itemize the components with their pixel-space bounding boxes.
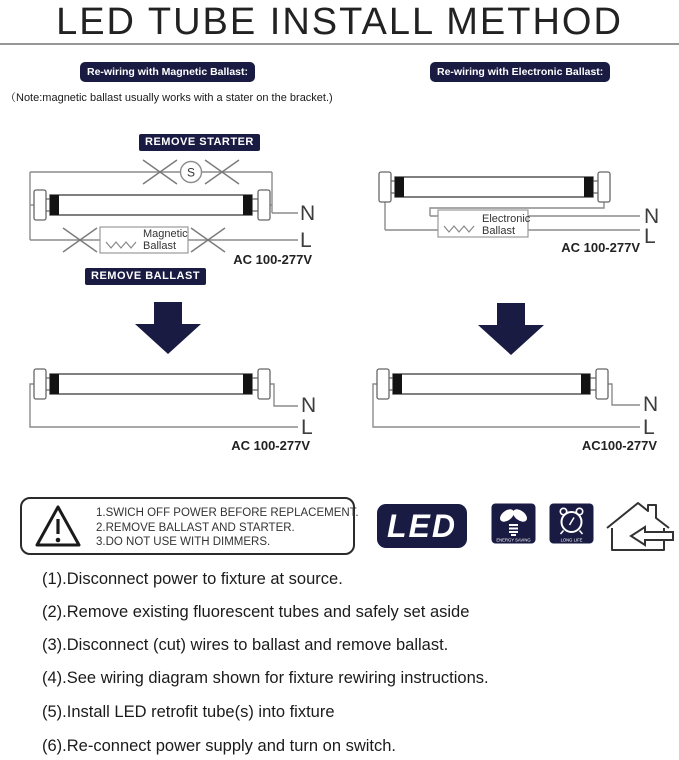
magnetic-circuit-diagram: [0, 155, 340, 270]
electronic-circuit-diagram: [340, 160, 679, 260]
long-life-label: LONG LIFE: [560, 537, 583, 543]
ballast-label-line2: Ballast: [482, 225, 516, 237]
down-arrow-icon: [133, 302, 203, 354]
step-item: (3).Disconnect (cut) wires to ballast and remove ballast.: [42, 636, 449, 654]
line-label: L: [644, 225, 656, 248]
voltage-label: AC 100-277V: [561, 240, 640, 255]
neutral-label: N: [300, 202, 316, 225]
indoor-use-house-icon: [601, 498, 677, 554]
remove-starter-badge: REMOVE STARTER: [139, 134, 260, 151]
line-label: L: [643, 416, 655, 439]
led-tube: [34, 369, 270, 399]
warning-triangle-icon: [34, 504, 82, 548]
arrow-into-house-icon: [631, 527, 673, 545]
ballast-label-line2: Ballast: [143, 240, 177, 252]
ballast-label-line1: Electronic: [482, 213, 531, 225]
neutral-label: N: [301, 394, 317, 417]
electronic-ballast-badge: Re-wiring with Electronic Ballast:: [430, 62, 610, 82]
remove-ballast-badge: REMOVE BALLAST: [85, 268, 206, 285]
warning-line: 3.DO NOT USE WITH DIMMERS.: [96, 536, 271, 548]
voltage-label: AC 100-277V: [231, 438, 310, 453]
magnetic-ballast-badge: Re-wiring with Magnetic Ballast:: [80, 62, 255, 82]
long-life-badge: [549, 503, 594, 544]
line-label: L: [301, 416, 313, 439]
fluorescent-tube: [379, 172, 610, 202]
starter-symbol: S: [186, 165, 196, 180]
fluorescent-tube: [34, 190, 270, 220]
step-item: (5).Install LED retrofit tube(s) into fixture: [42, 703, 335, 721]
electronic-ballast-box: [438, 210, 531, 237]
neutral-label: N: [643, 393, 659, 416]
energy-saving-label: ENERGY SAVING: [496, 537, 531, 543]
page-title: LED TUBE INSTALL METHOD: [56, 1, 623, 43]
warning-box: [20, 497, 359, 555]
title-divider: [0, 43, 679, 45]
step-item: (6).Re-connect power supply and turn on switch.: [42, 737, 397, 755]
voltage-label: AC100-277V: [581, 438, 657, 453]
line-label: L: [300, 229, 312, 252]
starter-icon: [181, 162, 202, 183]
led-tube-result-left: [0, 360, 340, 455]
warning-line: 2.REMOVE BALLAST AND STARTER.: [96, 521, 295, 534]
step-item: (2).Remove existing fluorescent tubes and safely set aside: [42, 603, 470, 621]
step-item: (1).Disconnect power to fixture at source.: [42, 570, 343, 588]
neutral-label: N: [644, 205, 660, 228]
magnetic-note: （Note:magnetic ballast usually works with a stater on the bracket.): [5, 92, 333, 104]
warning-text: [96, 506, 359, 550]
warning-line: 1.SWICH OFF POWER BEFORE REPLACEMENT.: [96, 507, 359, 519]
down-arrow-icon: [476, 303, 546, 355]
magnetic-ballast-box: [100, 227, 188, 253]
voltage-label: AC 100-277V: [233, 252, 312, 267]
ballast-label-line1: Magnetic: [143, 228, 188, 240]
step-item: (4).See wiring diagram shown for fixture rewiring instructions.: [42, 669, 489, 687]
led-tube-result-right: [340, 360, 679, 455]
energy-saving-badge: [491, 503, 536, 544]
led-tube: [377, 369, 608, 399]
led-logo: LED: [377, 504, 467, 548]
